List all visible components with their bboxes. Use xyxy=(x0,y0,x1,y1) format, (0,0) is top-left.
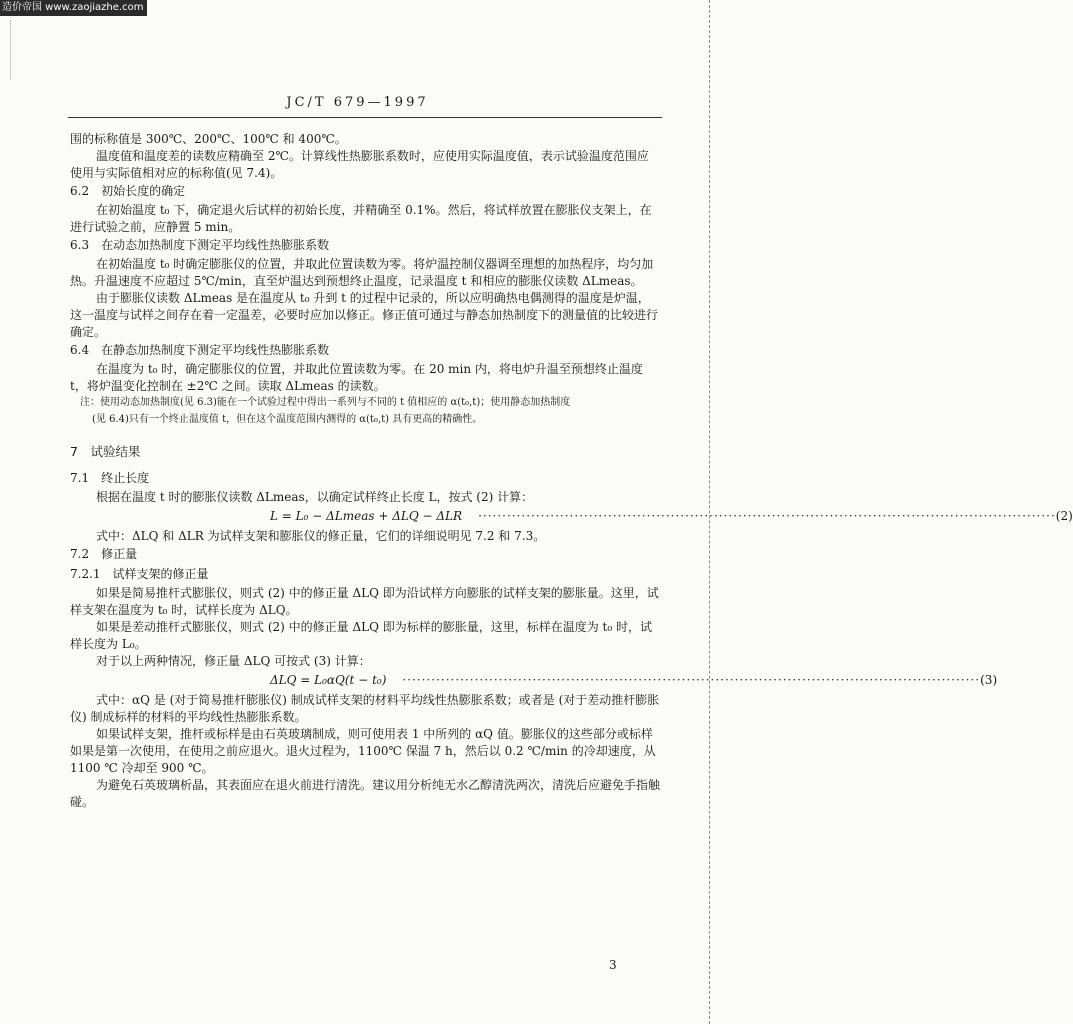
paragraph: 如果是差动推杆式膨胀仪，则式 (2) 中的修正量 ΔLQ 即为标样的膨胀量，这里，标样在温度为 t₀ 时，试样长度为 L₀。 xyxy=(70,620,652,651)
paragraph: 根据在温度 t 时的膨胀仪读数 ΔLmeas，以确定试样终止长度 L，按式 (2) 计算： xyxy=(96,490,534,504)
paragraph: 由于膨胀仪读数 ΔLmeas 是在温度从 t₀ 升到 t 的过程中记录的，所以应明确热电偶测得的温度是炉温，这一温度与试样之间存在着一定温差，必要时应加以修正。修正值可通过与静态加热制度下的测量值的比较进行确定。 xyxy=(70,291,659,339)
note-text: (见 6.4)只有一个终止温度值 t，但在这个温度范围内测得的 α(t₀,t) 具有更高的精确性。 xyxy=(92,414,483,425)
paragraph: 式中：ΔLQ 和 ΔLR 为试样支架和膨胀仪的修正量，它们的详细说明见 7.2 和 7.3。 xyxy=(96,529,546,543)
formula-line xyxy=(70,669,998,691)
document-body xyxy=(70,130,1073,810)
paragraph: 温度值和温度差的读数应精确至 2℃。计算线性热膨胀系数时，应使用实际温度值，表示试验温度范围应使用与实际值相对应的标称值(见 7.4)。 xyxy=(70,149,649,180)
formula-number: (2) xyxy=(1055,509,1073,523)
watermark-banner: 造价帝国 www.zaojiazhe.com xyxy=(0,0,147,16)
header-rule xyxy=(68,117,662,118)
formula-expression: L = L₀ − ΔLmeas + ΔLQ − ΔLR xyxy=(270,509,463,523)
paragraph: 在初始温度 t₀ 下，确定退火后试样的初始长度，并精确至 0.1%。然后，将试样放置在膨胀仪支架上，在进行试验之前，应静置 5 min。 xyxy=(70,203,652,234)
section-heading: 6.4 在静态加热制度下测定平均线性热膨胀系数 xyxy=(70,343,330,357)
paragraph: 对于以上两种情况，修正量 ΔLQ 可按式 (3) 计算： xyxy=(96,654,371,668)
section-heading: 6.3 在动态加热制度下测定平均线性热膨胀系数 xyxy=(70,238,330,252)
page-header: JC/T 679—1997 xyxy=(286,95,429,110)
section-heading: 7.1 终止长度 xyxy=(70,471,150,485)
paragraph: 在初始温度 t₀ 时确定膨胀仪的位置，并取此位置读数为零。将炉温控制仪器调至理想的加热程序，均匀加热。升温速度不应超过 5℃/min，直至炉温达到预想终止温度，记录温度 t 和相应的膨胀仪读数 ΔLmeas。 xyxy=(70,257,654,288)
paragraph: 式中：αQ 是 (对于简易推杆膨胀仪) 制成试样支架的材料平均线性热膨胀系数；或者是 (对于差动推杆膨胀仪) 制成标样的材料的平均线性热膨胀系数。 xyxy=(70,693,660,724)
paragraph: 如果是简易推杆式膨胀仪，则式 (2) 中的修正量 ΔLQ 即为沿试样方向膨胀的试样支架的膨胀量。这里，试样支架在温度为 t₀ 时，试样长度为 ΔLQ。 xyxy=(70,586,659,617)
leader-dots: ························································································································ xyxy=(402,673,981,687)
formula-number: (3) xyxy=(980,673,998,687)
page-number: 3 xyxy=(609,958,617,972)
left-edge-line xyxy=(10,20,11,80)
formula-expression: ΔLQ = L₀αQ(t − t₀) xyxy=(270,673,387,687)
paragraph: 如果试样支架，推杆或标样是由石英玻璃制成，则可使用表 1 中所列的 αQ 值。膨胀仪的这些部分或标样如果是第一次使用，在使用之前应退火。退火过程为，1100℃ 保温 7 h，然后以 0.2 ℃/min 的冷却速度，从 1100 ℃ 冷却至 900 ℃。 xyxy=(70,727,656,775)
chapter-heading: 7 试验结果 xyxy=(70,444,141,459)
note-text: 注：使用动态加热制度(见 6.3)能在一个试验过程中得出一系列与不同的 t 值相应的 α(t₀,t)；使用静态加热制度 xyxy=(80,397,571,408)
paragraph: 围的标称值是 300℃、200℃、100℃ 和 400℃。 xyxy=(70,132,347,146)
formula-line xyxy=(70,505,1073,527)
paragraph: 在温度为 t₀ 时，确定膨胀仪的位置，并取此位置读数为零。在 20 min 内，将电炉升温至预想终止温度 t，将炉温变化控制在 ±2℃ 之间。读取 ΔLmeas 的读数。 xyxy=(70,362,643,393)
paragraph: 为避免石英玻璃析晶，其表面应在退火前进行清洗。建议用分析纯无水乙醇清洗两次，清洗后应避免手指触碰。 xyxy=(70,778,661,809)
section-heading: 7.2.1 试样支架的修正量 xyxy=(70,567,209,581)
section-heading: 7.2 修正量 xyxy=(70,547,138,561)
leader-dots: ························································································································ xyxy=(478,509,1056,523)
section-heading: 6.2 初始长度的确定 xyxy=(70,184,186,198)
